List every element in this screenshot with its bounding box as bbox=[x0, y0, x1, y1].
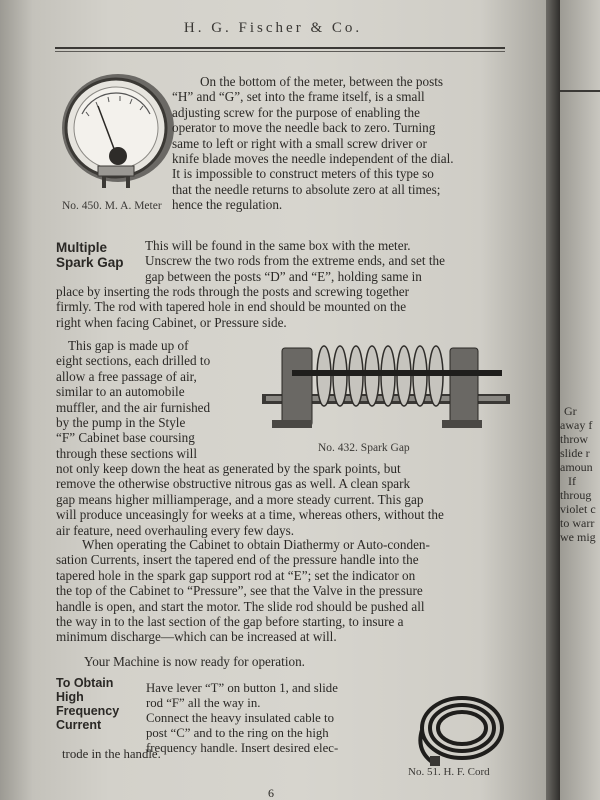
text-line: allow a free passage of air, bbox=[56, 368, 197, 384]
high-frequency-heading bbox=[56, 676, 119, 732]
text-line: Have lever “T” on button 1, and slide bbox=[146, 681, 338, 695]
page-number: 6 bbox=[268, 786, 274, 800]
right-page-fragment: amoun bbox=[560, 460, 593, 474]
text-line: frequency handle. Insert desired elec- bbox=[146, 741, 339, 755]
ma-meter-illustration bbox=[58, 72, 176, 196]
text-line: On the bottom of the meter, between the posts bbox=[200, 74, 444, 89]
text-line: “F” Cabinet base coursing bbox=[56, 430, 195, 446]
text-line: air feature, need overhauling every few days. bbox=[56, 522, 294, 538]
text-line: place by inserting the rods through the posts and screwing together bbox=[56, 284, 410, 299]
book-page-right-edge bbox=[560, 0, 600, 800]
spark-gap-illustration bbox=[262, 336, 512, 436]
text-line: handle is open, and start the motor. The slide rod should be pushed all bbox=[56, 598, 425, 614]
meter-paragraph bbox=[172, 74, 500, 213]
text-line: by the pump in the Style bbox=[56, 415, 186, 431]
text-line: right when facing Cabinet, or Pressure side. bbox=[56, 314, 287, 330]
text-line: adjusting screw for the purpose of enabling the bbox=[172, 104, 420, 120]
heading-line: Spark Gap bbox=[56, 255, 124, 270]
text-line: Unscrew the two rods from the extreme ends, and set the bbox=[145, 253, 445, 269]
high-frequency-paragraph bbox=[146, 681, 416, 756]
text-line: similar to an automobile bbox=[56, 384, 185, 400]
high-frequency-last-line bbox=[62, 747, 262, 762]
text-line: rod “F” all the way in. bbox=[146, 696, 261, 710]
right-page-rule bbox=[560, 90, 600, 92]
text-line: sation Currents, insert the tapered end of the pressure handle into the bbox=[56, 552, 419, 568]
hf-cord-caption: No. 51. H. F. Cord bbox=[408, 766, 490, 778]
text-line: minimum discharge—which can be increased at will. bbox=[56, 629, 337, 645]
text-line: When operating the Cabinet to obtain Diathermy or Auto-conden- bbox=[82, 537, 430, 552]
right-page-fragment: away f bbox=[560, 418, 593, 432]
right-page-fragment: If bbox=[568, 474, 576, 488]
text-line: Your Machine is now ready for operation. bbox=[84, 654, 305, 669]
spark-gap-paragraph-full bbox=[56, 461, 506, 538]
text-line: hence the regulation. bbox=[172, 197, 283, 213]
text-line: knife blade moves the needle independent of the dial. bbox=[172, 151, 454, 167]
right-page-fragment: throug bbox=[560, 488, 592, 502]
header-rule-thin bbox=[55, 51, 505, 52]
text-line: This will be found in the same box with the meter. bbox=[145, 238, 411, 253]
heading-line: Multiple bbox=[56, 240, 107, 255]
ready-line bbox=[84, 654, 484, 669]
text-line: the way in to the last section of the gap before starting, to insure a bbox=[56, 614, 404, 630]
text-line: Connect the heavy insulated cable to bbox=[146, 711, 334, 725]
right-page-fragment: we mig bbox=[560, 530, 596, 544]
text-line: This gap is made up of bbox=[68, 338, 189, 353]
meter-caption: No. 450. M. A. Meter bbox=[62, 200, 162, 212]
right-page-fragment: violet c bbox=[560, 502, 596, 516]
hf-cord-illustration bbox=[412, 690, 512, 770]
spark-gap-caption: No. 432. Spark Gap bbox=[318, 442, 410, 454]
spark-gap-paragraph-left bbox=[56, 338, 256, 461]
heading-line: Frequency bbox=[56, 704, 120, 718]
text-line: eight sections, each drilled to bbox=[56, 353, 211, 369]
text-line: firmly. The rod with tapered hole in end should be mounted on the bbox=[56, 299, 407, 315]
text-line: through these sections will bbox=[56, 445, 198, 461]
multiple-spark-gap-heading bbox=[56, 240, 124, 270]
text-line: same to left or right with a small screw driver or bbox=[172, 135, 427, 151]
header-rule bbox=[55, 47, 505, 49]
spark-gap-intro-lines bbox=[145, 238, 505, 284]
text-line: not only keep down the heat as generated by the spark points, but bbox=[56, 461, 401, 476]
operating-paragraph bbox=[56, 537, 506, 645]
text-line: gap means higher milliamperage, and a more steady current. This gap bbox=[56, 491, 424, 507]
text-line: the top of the Cabinet to “Pressure”, see that the Valve in the pressure bbox=[56, 583, 423, 599]
spark-gap-intro-full bbox=[56, 284, 506, 330]
text-line: gap between the posts “D” and “E”, holding same in bbox=[145, 268, 422, 284]
text-line: operator to move the needle back to zero. Turning bbox=[172, 120, 436, 136]
right-page-fragment: to warr bbox=[560, 516, 595, 530]
text-line: post “C” and to the ring on the high bbox=[146, 726, 329, 740]
text-line: tapered hole in the spark gap support rod at “E”; set the indicator on bbox=[56, 567, 416, 583]
running-header: H. G. Fischer & Co. bbox=[183, 20, 363, 36]
text-line: “H” and “G”, set into the frame itself, is a small bbox=[172, 89, 425, 105]
heading-line: High bbox=[56, 690, 84, 704]
right-page-fragment: slide r bbox=[560, 446, 590, 460]
text-line: remove the otherwise obstructive nitrous gas as well. A clean spark bbox=[56, 476, 411, 492]
text-line: It is impossible to construct meters of this type so bbox=[172, 166, 434, 182]
heading-line: Current bbox=[56, 718, 102, 732]
text-line: will produce unceasingly for weeks at a time, whereas others, without the bbox=[56, 507, 444, 523]
heading-line: To Obtain bbox=[56, 676, 114, 690]
right-page-fragment: throw bbox=[560, 432, 588, 446]
right-page-fragment: Gr bbox=[564, 404, 577, 418]
text-line: that the needle returns to absolute zero at all times; bbox=[172, 181, 441, 197]
text-line: muffler, and the air furnished bbox=[56, 399, 211, 415]
book-gutter bbox=[546, 0, 560, 800]
text-line: trode in the handle. bbox=[62, 747, 161, 761]
